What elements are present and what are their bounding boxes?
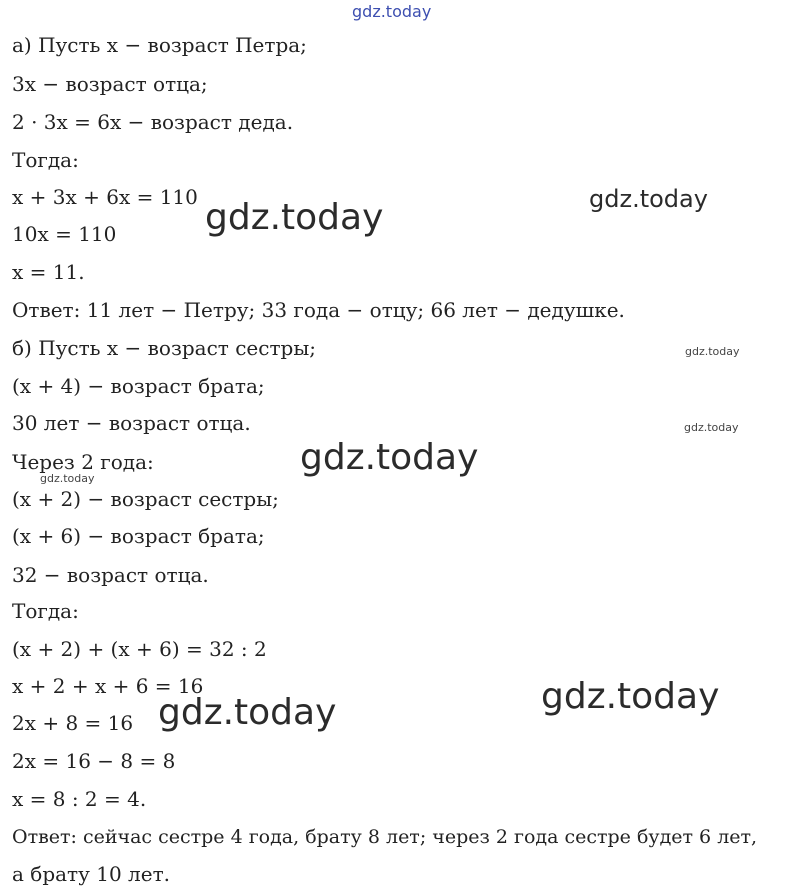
watermark: gdz.today	[300, 437, 479, 478]
text-line: Через 2 года:	[12, 450, 154, 474]
text-line: x = 11.	[12, 260, 85, 284]
text-line: 2 · 3x = 6x − возраст деда.	[12, 110, 294, 134]
watermark: gdz.today	[40, 472, 95, 485]
watermark: gdz.today	[684, 421, 739, 434]
text-line: 32 − возраст отца.	[12, 563, 209, 587]
answer-line: Ответ: сейчас сестре 4 года, брату 8 лет; через 2 года сестре будет 6 лет,	[12, 826, 758, 848]
answer-line: Ответ: 11 лет − Петру; 33 года − отцу; 66 лет − дедушке.	[12, 298, 625, 322]
watermark-top: gdz.today	[352, 2, 432, 21]
answer-line: а брату 10 лет.	[12, 862, 171, 886]
text-line: 2x = 16 − 8 = 8	[12, 749, 176, 773]
watermark: gdz.today	[541, 676, 720, 717]
text-line: (x + 6) − возраст брата;	[12, 524, 265, 548]
watermark: gdz.today	[589, 185, 708, 213]
watermark: gdz.today	[685, 345, 740, 358]
text-line: x + 2 + x + 6 = 16	[12, 674, 204, 698]
text-line: Тогда:	[12, 599, 79, 623]
text-line: (x + 2) − возраст сестры;	[12, 487, 279, 511]
text-line: 10x = 110	[12, 222, 117, 246]
watermark: gdz.today	[158, 692, 337, 733]
text-line: (x + 4) − возраст брата;	[12, 374, 265, 398]
text-line: а) Пусть x − возраст Петра;	[12, 33, 307, 57]
text-line: (x + 2) + (x + 6) = 32 : 2	[12, 637, 267, 661]
text-line: x = 8 : 2 = 4.	[12, 787, 147, 811]
text-line: 2x + 8 = 16	[12, 711, 134, 735]
watermark: gdz.today	[205, 197, 384, 238]
text-line: 3x − возраст отца;	[12, 72, 208, 96]
text-line: x + 3x + 6x = 110	[12, 185, 198, 209]
text-line: 30 лет − возраст отца.	[12, 411, 251, 435]
text-line: б) Пусть x − возраст сестры;	[12, 336, 316, 360]
text-line: Тогда:	[12, 148, 79, 172]
